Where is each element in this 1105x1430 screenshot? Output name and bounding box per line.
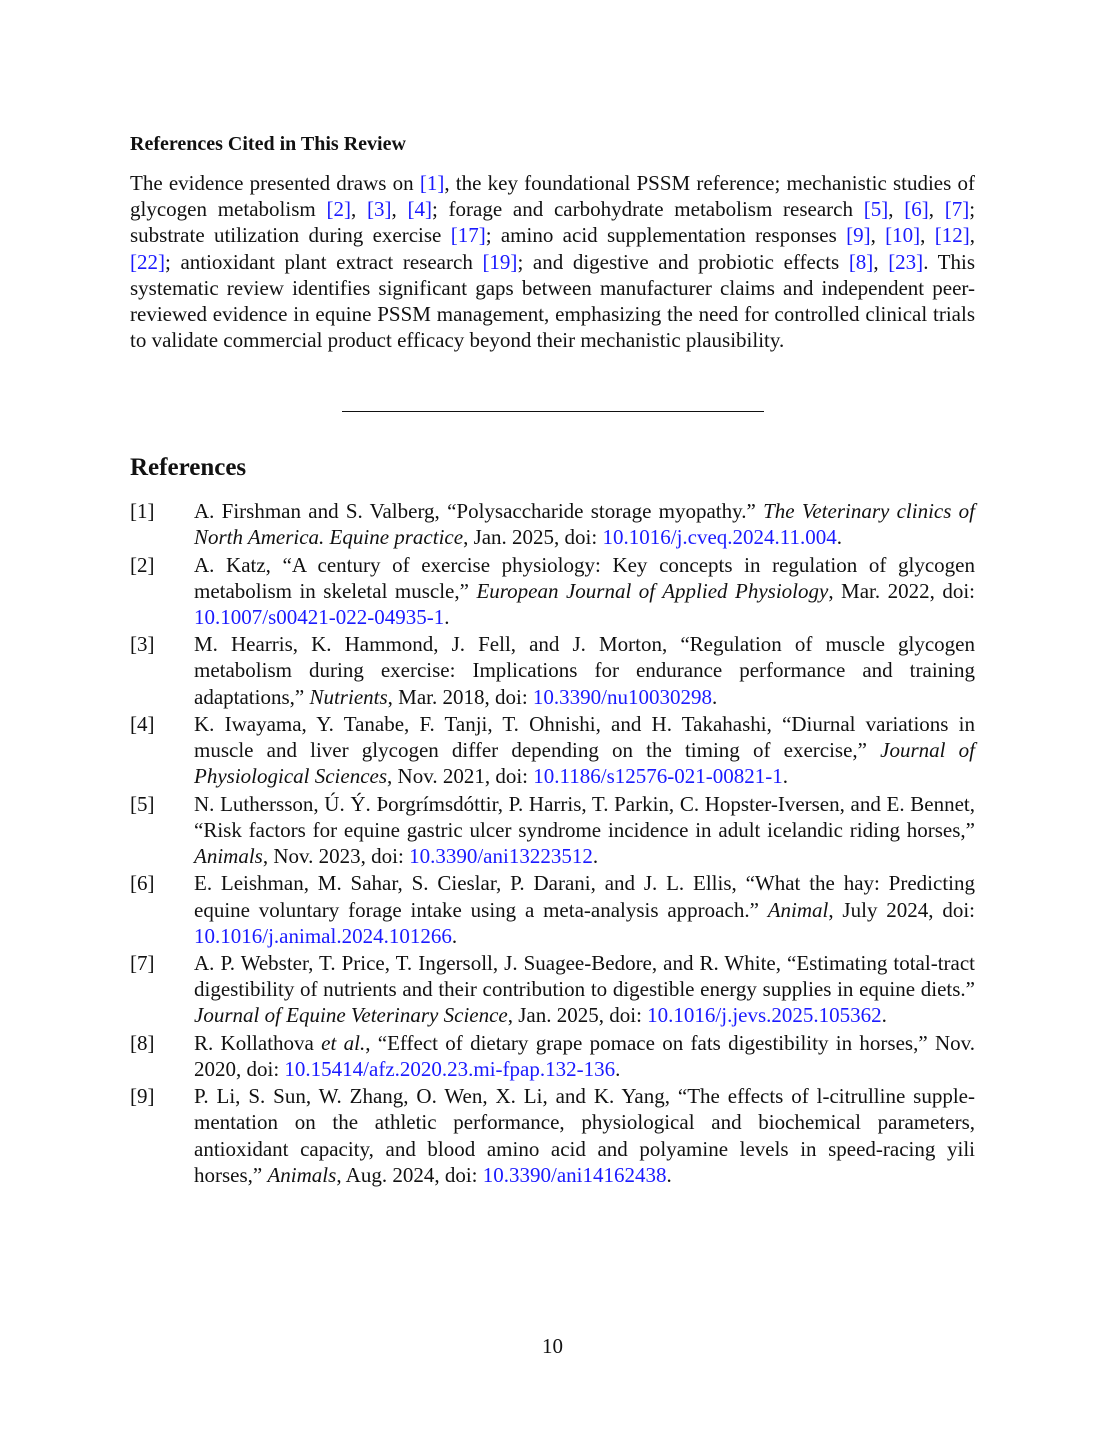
reference-date: , Aug. 2024, doi:: [336, 1162, 483, 1187]
citation-link[interactable]: [1]: [419, 171, 445, 195]
doi-link[interactable]: 10.15414/afz.2020.23.mi-fpap.132-136: [284, 1056, 616, 1081]
reference-authors-title: N. Luthersson, Ú. Ý. Þorgrímsdóttir, P. Harris, T. Parkin, C. Hopster-Iversen, and E. Bennet, “Risk factors for equine gastric ulcer syndrome incidence in adult icelandic riding horses,”: [194, 791, 975, 842]
intro-text: ; forage and carbohydrate metabolism research: [431, 197, 864, 222]
reference-date: , “Effect of dietary grape pomace on fats digestibility in horses,” Nov. 2020, doi:: [194, 1030, 975, 1081]
reference-label: [8]: [130, 1030, 155, 1055]
reference-date: , Jan. 2025, doi:: [507, 1003, 648, 1028]
reference-end: .: [836, 525, 843, 550]
doi-link[interactable]: 10.1016/j.jevs.2025.105362: [647, 1003, 882, 1028]
reference-item: [130, 870, 975, 949]
reference-label: [4]: [130, 711, 155, 736]
reference-end: .: [666, 1162, 672, 1187]
reference-date: , Nov. 2023, doi:: [262, 844, 410, 869]
intro-text: ,: [350, 197, 367, 222]
reference-label: [3]: [130, 632, 155, 657]
reference-item: [130, 552, 975, 631]
citation-link[interactable]: [23]: [888, 249, 924, 274]
citation-link[interactable]: [17]: [450, 223, 486, 248]
citation-link[interactable]: [2]: [326, 197, 351, 222]
reference-label: [2]: [130, 552, 155, 577]
reference-end: .: [444, 604, 450, 629]
citation-link[interactable]: [4]: [407, 197, 432, 222]
intro-text: ,: [391, 197, 408, 222]
reference-item: [130, 1030, 975, 1082]
reference-item: [130, 791, 975, 870]
citation-link[interactable]: [8]: [848, 249, 874, 274]
intro-text: ,: [920, 223, 935, 248]
intro-text: ,: [873, 249, 889, 274]
page-number: 10: [542, 1334, 563, 1358]
citation-link[interactable]: [22]: [130, 249, 165, 274]
reference-venue: Animal: [767, 897, 829, 922]
intro-text: . This systematic review identifies significant gaps between manufacturer claims and independent peer-reviewed evidence in equine PSSM management, emphasizing the need for controlled clinical trials to validate commercial product efficacy beyond their mechanistic plausibility.: [130, 249, 976, 353]
doi-link[interactable]: 10.1007/s00421-022-04935-1: [194, 604, 445, 629]
reference-authors-title: M. Hearris, K. Hammond, J. Fell, and J. Morton, “Regulation of muscle glycogen metabolism during exercise: Implications for endurance performance and training adaptations,”: [194, 632, 975, 709]
citation-link[interactable]: [9]: [846, 223, 871, 248]
intro-text: ; amino acid supplementation responses: [485, 223, 847, 248]
intro-text: ; antioxidant plant extract research: [165, 249, 483, 274]
doi-link[interactable]: 10.3390/ani13223512: [409, 844, 593, 869]
citation-link[interactable]: [19]: [482, 249, 518, 274]
subsection-title: References Cited in This Review: [130, 133, 406, 155]
reference-authors-title: A. Firshman and S. Valberg, “Polysaccharide storage myopathy.”: [194, 499, 764, 523]
intro-text: ; and digestive and probiotic effects: [517, 249, 849, 274]
intro-text: ; substrate utilization during exercise: [130, 197, 976, 248]
doi-link[interactable]: 10.1016/j.cveq.2024.11.004: [602, 525, 837, 550]
reference-end: .: [615, 1056, 621, 1081]
citation-link[interactable]: [7]: [944, 197, 970, 222]
reference-end: .: [881, 1003, 887, 1028]
reference-item: [130, 498, 975, 550]
reference-end: .: [782, 764, 788, 789]
reference-date: , Jan. 2025, doi:: [463, 525, 603, 550]
intro-text: ,: [969, 223, 975, 248]
reference-venue: Animals: [267, 1162, 337, 1187]
citation-link[interactable]: [3]: [366, 197, 392, 222]
intro-text: ,: [888, 197, 905, 222]
reference-label: [7]: [130, 951, 155, 976]
reference-venue: et al.: [321, 1030, 366, 1055]
reference-item: [130, 950, 975, 1029]
reference-venue: Journal of Equine Veterinary Science: [194, 1003, 508, 1028]
reference-authors-title: A. P. Webster, T. Price, T. Ingersoll, J. Suagee-Bedore, and R. White, “Estimating total-tract digestibility of nutrients and their contribution to digestible energy supplies in equine diets.”: [194, 951, 975, 1002]
intro-paragraph: [130, 170, 975, 353]
reference-date: , Mar. 2018, doi:: [387, 684, 533, 709]
doi-link[interactable]: 10.1016/j.animal.2024.101266: [194, 923, 452, 948]
reference-date: , July 2024, doi:: [828, 897, 975, 922]
reference-label: [5]: [130, 791, 155, 816]
reference-label: [6]: [130, 871, 155, 896]
doi-link[interactable]: 10.3390/ani14162438: [482, 1162, 667, 1187]
reference-date: , Nov. 2021, doi:: [387, 764, 534, 789]
doi-link[interactable]: 10.1186/s12576-021-00821-1: [533, 764, 783, 789]
reference-end: .: [712, 684, 718, 709]
doi-link[interactable]: 10.3390/nu10030298: [532, 684, 712, 709]
citation-link[interactable]: [10]: [885, 223, 921, 248]
references-heading: References: [130, 454, 247, 481]
reference-authors-title: P. Li, S. Sun, W. Zhang, O. Wen, X. Li, and K. Yang, “The effects of l-citrulline supplementation on the athletic performance, physiological and biochemical parameters, antioxidant capacity, and blood amino acid and polyamine levels in speed-racing yili horses,”: [194, 1084, 975, 1187]
intro-text: , the key foundational PSSM reference; mechanistic studies of glycogen metabolism: [130, 171, 975, 222]
reference-end: .: [592, 844, 599, 869]
reference-label: [1]: [130, 499, 155, 523]
reference-date: , Mar. 2022, doi:: [828, 578, 975, 603]
reference-item: [130, 631, 975, 710]
reference-authors-title: A. Katz, “A century of exercise physiology: Key concepts in regulation of glycogen metabolism in skeletal muscle,”: [194, 552, 975, 603]
reference-authors-title: R. Kollathova: [194, 1030, 322, 1055]
reference-list: [130, 498, 975, 1189]
reference-authors-title: E. Leishman, M. Sahar, S. Cieslar, P. Darani, and J. L. Ellis, “What the hay: Predicting equine voluntary forage intake using a meta-analysis approach.”: [194, 871, 975, 922]
citation-link[interactable]: [6]: [904, 197, 929, 222]
reference-end: .: [451, 923, 458, 948]
reference-venue: Nutrients: [309, 684, 388, 709]
intro-text: ,: [928, 197, 945, 222]
reference-label: [9]: [130, 1084, 155, 1109]
reference-venue: European Journal of Applied Physiology: [476, 578, 829, 603]
intro-text: The evidence presented draws on: [130, 171, 420, 195]
reference-item: [130, 711, 975, 790]
reference-authors-title: K. Iwayama, Y. Tanabe, F. Tanji, T. Ohnishi, and H. Takahashi, “Diurnal variations in muscle and liver glycogen differ depending on the timing of exercise,”: [194, 711, 975, 763]
intro-text: ,: [870, 223, 886, 248]
reference-venue: Animals: [194, 844, 263, 869]
reference-item: [130, 1083, 975, 1188]
section-divider: [342, 411, 764, 412]
citation-link[interactable]: [5]: [863, 197, 889, 222]
reference-venue: Journal of Physiological Sciences: [194, 738, 975, 789]
citation-link[interactable]: [12]: [934, 223, 970, 248]
reference-venue: The Veterinary clinics of North America. Equine practice: [194, 499, 975, 550]
